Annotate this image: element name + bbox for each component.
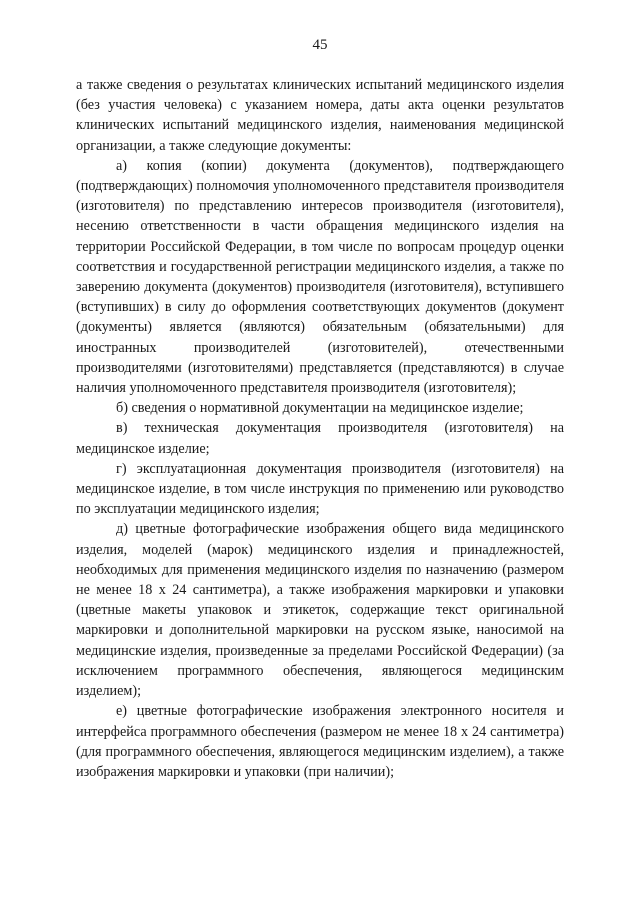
body-text [76, 75, 564, 782]
paragraph-item-b: б) сведения о нормативной документации на медицинское изделие; [116, 400, 524, 417]
paragraph-intro: а также сведения о результатах клинических испытаний медицинского изделия (без участия человека) с указанием номера, даты акта оценки результатов клинических испытаний медицинского изделия, наименования медицинской организации, а также следующие документы: [76, 77, 564, 154]
paragraph-item-g: г) эксплуатационная документация производителя (изготовителя) на медицинское изделие, в том числе инструкция по применению или руководство по эксплуатации медицинского изделия; [76, 460, 564, 518]
paragraph-item-d: д) цветные фотографические изображения общего вида медицинского изделия, моделей (марок) медицинского изделия и принадлежностей, необходимых для применения медицинского изделия по назначению (размером не менее 18 х 24 сантиметра), а также изображения маркировки и упаковки (цветные макеты упаковок и этикеток, содержащие текст оригинальной маркировки и дополнительной маркировки на русском языке, наносимой на медицинские изделия, произведенные за пределами Российской Федерации) (за исключением программного обеспечения, являющегося медицинским изделием); [76, 521, 564, 700]
paragraph-item-v: в) техническая документация производителя (изготовителя) на медицинское изделие; [76, 420, 564, 457]
page-number: 45 [312, 37, 328, 53]
paragraph-item-e: е) цветные фотографические изображения электронного носителя и интерфейса программного обеспечения (размером не менее 18 х 24 сантиметра) (для программного обеспечения, являющегося медицинским изделием), а также изображения маркировки и упаковки (при наличии); [76, 703, 564, 780]
paragraph-item-a: а) копия (копии) документа (документов), подтверждающего (подтверждающих) полномочия уполномоченного представителя производителя (изготовителя) по представлению интересов производителя (изготовителя), несению ответственности в части обращения медицинского изделия на территории Российской Федерации, в том числе по вопросам процедур оценки соответствия и государственной регистрации медицинского изделия, а также по заверению документа (документов) производителя (изготовителя), вступившего (вступивших) в силу до оформления соответствующих документов (документ (документы) является (являются) обязательным (обязательными) для иностранных производителей (изготовителей), отечественными производителями (изготовителями) представляется (представляются) в случае наличия уполномоченного представителя производителя (изготовителя); [76, 157, 564, 397]
